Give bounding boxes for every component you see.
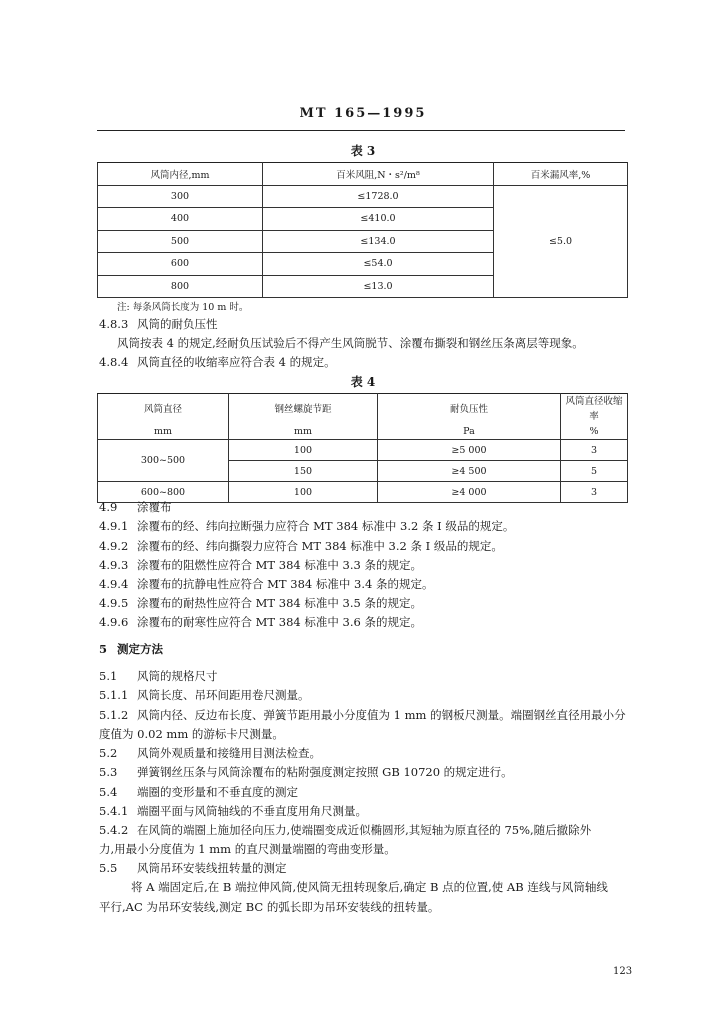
table-cell: 400	[98, 208, 263, 231]
table-cell: 600~800	[98, 482, 229, 503]
table-cell: ≤13.0	[263, 275, 494, 298]
page-number: 123	[613, 966, 633, 977]
clause-4-9-4	[99, 576, 659, 592]
table-cell: 300	[98, 185, 263, 208]
clause-5-5-body-line2: 平行,AC 为吊环安装线,测定 BC 的弧长即为吊环安装线的扭转量。	[99, 900, 440, 914]
clause-text: 风筒外观质量和接缝用目测法检查。	[137, 746, 321, 760]
clause-text: 端圈的变形量和不垂直度的测定	[137, 785, 298, 799]
clause-4-8-3-body: 风筒按表 4 的规定,经耐负压试验后不得产生风筒脱节、涂覆布撕裂和钢丝压条离层等现象。	[117, 336, 584, 350]
clause-4-9-3	[99, 557, 659, 573]
header-rule	[97, 130, 625, 131]
clause-4-9-6	[99, 614, 659, 630]
clause-title: 风筒直径的收缩率应符合表 4 的规定。	[137, 355, 336, 369]
table-header-row	[98, 424, 628, 440]
clause-text: 在风筒的端圈上施加径向压力,使端圈变成近似椭圆形,其短轴为原直径的 75%,随后撤除外	[137, 823, 592, 837]
table-cell: ≤134.0	[263, 230, 494, 253]
clause-4-9-2	[99, 538, 659, 554]
clause-5-4-2-cont: 力,用最小分度值为 1 mm 的直尺测量端圈的弯曲变形量。	[99, 842, 396, 856]
clause-text: 涂覆布的耐热性应符合 MT 384 标准中 3.5 条的规定。	[137, 596, 422, 610]
clause-5-1	[99, 668, 659, 684]
table-cell: ≤410.0	[263, 208, 494, 231]
clause-5-1-2-cont: 度值为 0.02 mm 的游标卡尺测量。	[99, 727, 284, 741]
table-cell: ≥4 000	[378, 482, 561, 503]
clause-5-5-body-line1: 将 A 端固定后,在 B 端拉伸风筒,使风筒无扭转现象后,确定 B 点的位置,使 AB 连线与风筒轴线	[131, 880, 608, 894]
clause-number: 5.1	[99, 669, 118, 683]
clause-title: 风筒的耐负压性	[137, 317, 218, 331]
clause-text: 风筒内径、反边布长度、弹簧节距用最小分度值为 1 mm 的钢板尺测量。端圈钢丝直径用最小分	[137, 708, 626, 722]
clause-4-9-1	[99, 518, 659, 534]
clause-number: 5.5	[99, 861, 118, 875]
clause-number: 5.4	[99, 785, 118, 799]
clause-number: 5.3	[99, 765, 118, 779]
clause-number: 4.9	[99, 500, 118, 514]
table-header-row	[98, 394, 628, 425]
clause-text: 涂覆布的抗静电性应符合 MT 384 标准中 3.4 条的规定。	[137, 577, 434, 591]
clause-number: 4.9.2	[99, 539, 129, 553]
clause-4-8-4	[99, 354, 659, 370]
table-cell: ≥4 500	[378, 461, 561, 482]
leak-rate-cell: ≤5.0	[494, 185, 628, 298]
clause-number: 5.2	[99, 746, 118, 760]
clause-number: 5.4.2	[99, 823, 129, 837]
table-cell: ≤1728.0	[263, 185, 494, 208]
table3-caption: 表 3	[350, 144, 376, 158]
clause-5-1-2	[99, 707, 659, 723]
clause-number: 5.4.1	[99, 804, 129, 818]
clause-5-3	[99, 764, 659, 780]
clause-number: 4.9.6	[99, 615, 129, 629]
table3	[97, 162, 628, 298]
clause-5-4-2	[99, 822, 659, 838]
clause-text: 风筒长度、吊环间距用卷尺测量。	[137, 688, 310, 702]
clause-4-9	[99, 499, 659, 515]
clause-text: 涂覆布的经、纬向撕裂力应符合 MT 384 标准中 3.2 条 Ⅰ 级品的规定。	[137, 539, 503, 553]
clause-title: 风筒的规格尺寸	[137, 669, 218, 683]
table-row	[98, 440, 628, 461]
table-cell: ≥5 000	[378, 440, 561, 461]
standard-code: MT 165—1995	[299, 106, 427, 121]
clause-number: 5.1.1	[99, 688, 129, 702]
clause-5-4	[99, 784, 659, 800]
table4	[97, 393, 628, 503]
section-title: 测定方法	[117, 642, 163, 656]
clause-5-5	[99, 860, 659, 876]
table-header-unit: Pa	[378, 424, 561, 440]
table-cell: 800	[98, 275, 263, 298]
table-cell: 100	[229, 440, 378, 461]
table-cell: 150	[229, 461, 378, 482]
clause-number: 4.9.3	[99, 558, 129, 572]
clause-text: 涂覆布的经、纬向拉断强力应符合 MT 384 标准中 3.2 条 Ⅰ 级品的规定。	[137, 519, 515, 533]
table-cell: 3	[561, 440, 628, 461]
table-row	[98, 185, 628, 208]
table-cell: 5	[561, 461, 628, 482]
table-header-unit: mm	[229, 424, 378, 440]
clause-5-1-1	[99, 687, 659, 703]
table-header-unit: mm	[98, 424, 229, 440]
table-header-cell: 百米风阻,N・s²/m⁸	[263, 163, 494, 186]
table-header-cell: 耐负压性	[378, 394, 561, 425]
clause-number: 5.1.2	[99, 708, 129, 722]
section-number: 5	[99, 642, 108, 656]
table-header-row	[98, 163, 628, 186]
clause-5-2	[99, 745, 659, 761]
clause-text: 端圈平面与风筒轴线的不垂直度用角尺测量。	[137, 804, 367, 818]
clause-text: 涂覆布的耐寒性应符合 MT 384 标准中 3.6 条的规定。	[137, 615, 422, 629]
clause-number: 4.8.3	[99, 317, 129, 331]
clause-number: 4.9.4	[99, 577, 129, 591]
table-cell: 500	[98, 230, 263, 253]
table-header-cell: 风筒直径	[98, 394, 229, 425]
clause-number: 4.9.5	[99, 596, 129, 610]
table-cell: ≤54.0	[263, 253, 494, 276]
table-header-unit: %	[561, 424, 628, 440]
clause-number: 4.9.1	[99, 519, 129, 533]
clause-title: 涂覆布	[137, 500, 172, 514]
clause-text: 涂覆布的阻燃性应符合 MT 384 标准中 3.3 条的规定。	[137, 558, 422, 572]
table-cell: 600	[98, 253, 263, 276]
clause-4-8-3	[99, 316, 659, 332]
clause-number: 4.8.4	[99, 355, 129, 369]
table-header-cell: 钢丝螺旋节距	[229, 394, 378, 425]
clause-5-4-1	[99, 803, 659, 819]
table-cell: 300~500	[98, 440, 229, 482]
clause-text: 弹簧钢丝压条与风筒涂覆布的粘附强度测定按照 GB 10720 的规定进行。	[137, 765, 513, 779]
table-header-cell: 风筒内径,mm	[98, 163, 263, 186]
section-5-heading	[99, 641, 659, 657]
table-header-cell: 风筒直径收缩率	[561, 394, 628, 425]
table3-note: 注: 每条风筒长度为 10 m 时。	[117, 302, 249, 313]
table-cell: 3	[561, 482, 628, 503]
clause-text: 风筒吊环安装线扭转量的测定	[137, 861, 287, 875]
table-cell: 100	[229, 482, 378, 503]
table4-caption: 表 4	[350, 375, 376, 389]
table-header-cell: 百米漏风率,%	[494, 163, 628, 186]
clause-4-9-5	[99, 595, 659, 611]
